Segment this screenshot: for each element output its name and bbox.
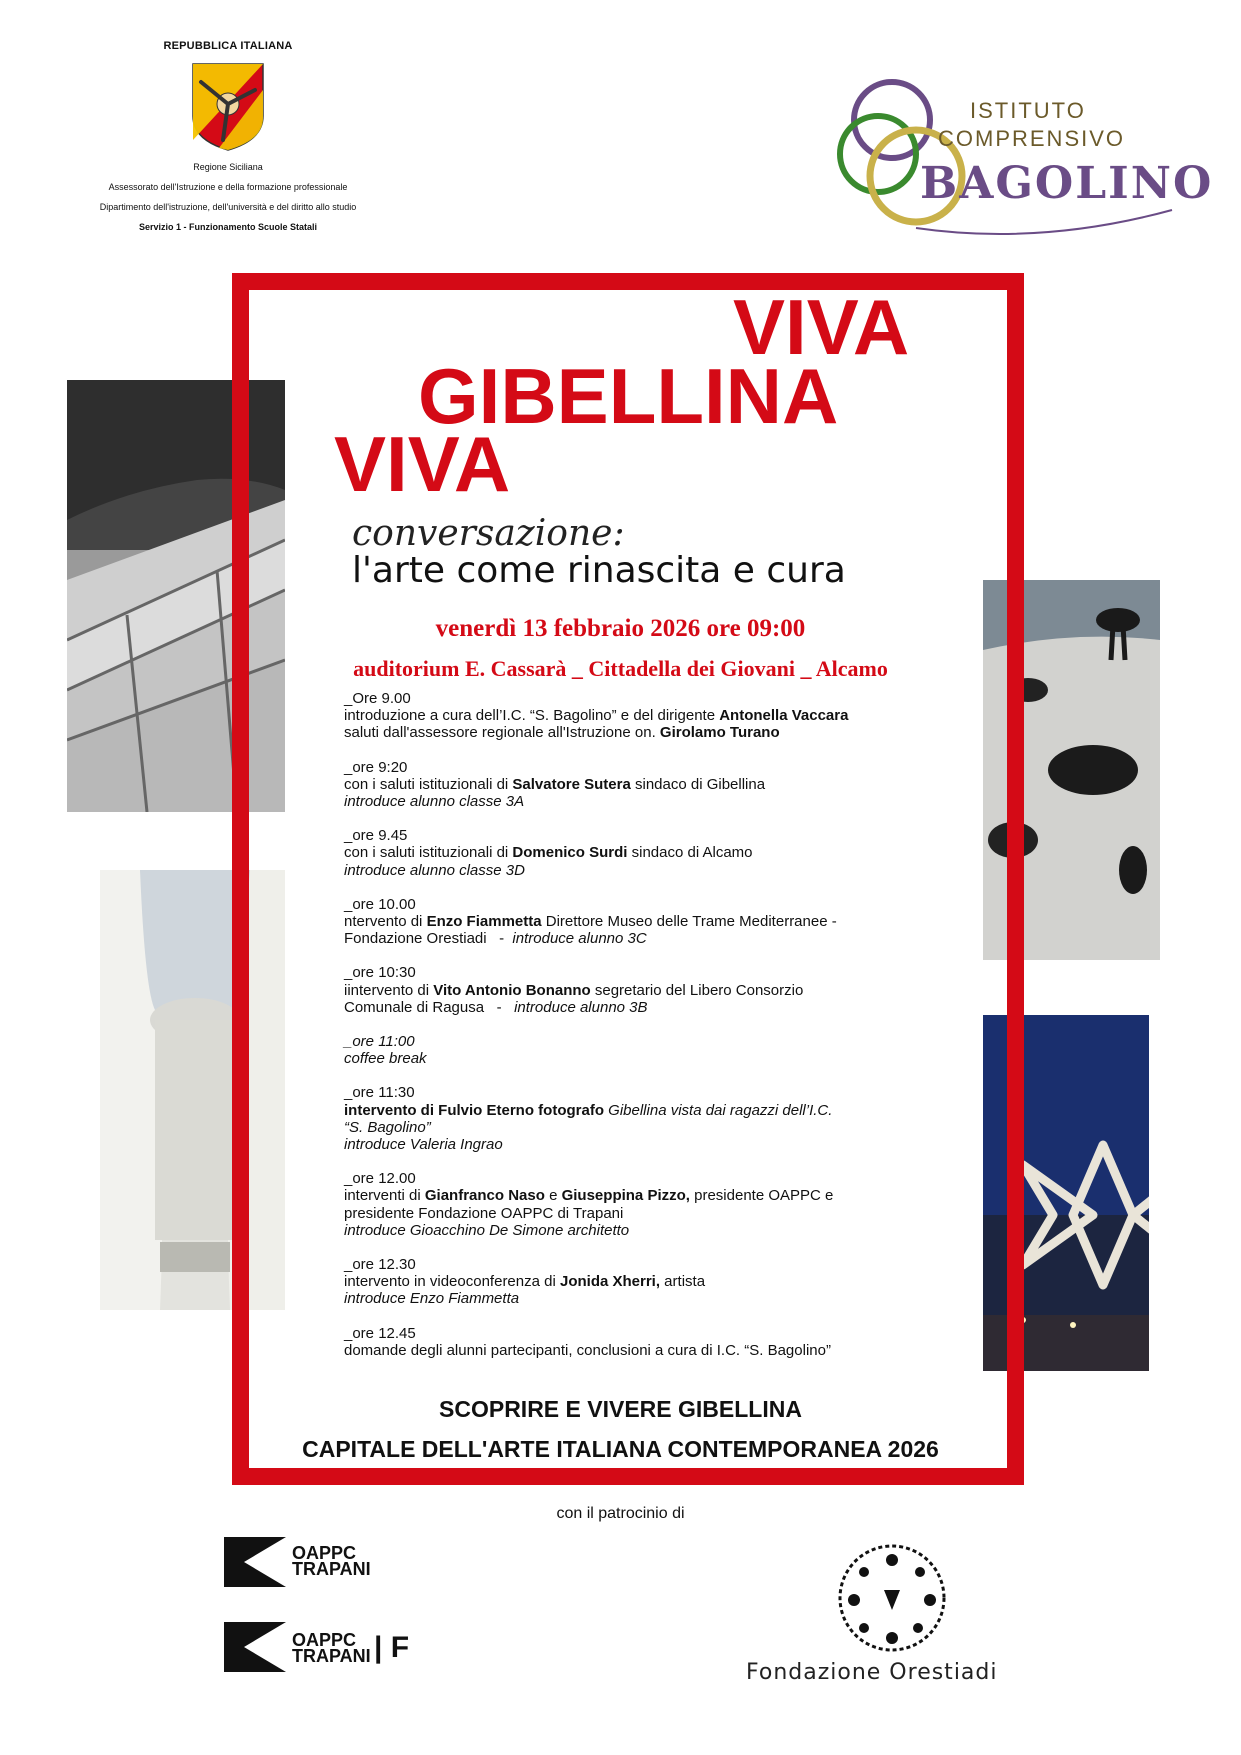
program-item — [344, 759, 904, 811]
assessorato-label: Assessorato dell'Istruzione e della formazione professionale — [108, 182, 348, 192]
program-name: Enzo Fiammetta — [426, 913, 542, 931]
program-item — [344, 896, 904, 948]
program-text: sindaco di Gibellina — [630, 775, 766, 793]
ic-bagolino-logo — [820, 50, 1214, 240]
subtitle-tagline: l'arte come rinascita e cura — [352, 550, 846, 591]
program-intro: introduce Valeria Ingrao — [344, 1136, 503, 1154]
program-text: segretario del Libero Consorzio — [590, 981, 804, 999]
oappc-logo-icon — [224, 1622, 288, 1672]
program-time: _ore 12.30 — [344, 1256, 416, 1274]
program-intro: introduce Enzo Fiammetta — [344, 1290, 520, 1308]
event-place: auditorium E. Cassarà _ Cittadella dei Giovani _ Alcamo — [353, 656, 888, 681]
program-time: _ore 11:30 — [344, 1084, 415, 1102]
program-item — [344, 1084, 904, 1153]
program-name: Gianfranco Naso — [424, 1187, 545, 1205]
program-text: domande degli alunni partecipanti, conclusioni a cura di I.C. “S. Bagolino” — [344, 1341, 831, 1359]
title-viva-top: VIVA — [733, 283, 910, 371]
program-item — [344, 690, 904, 742]
program-name: Girolamo Turano — [659, 724, 780, 742]
oappc2-name: OAPPC — [292, 1630, 357, 1650]
program-text: artista — [660, 1273, 706, 1291]
program-intro: introduce alunno 3C — [512, 930, 647, 948]
oappc-logo-1 — [224, 1537, 394, 1587]
program-time: _ore 12.45 — [344, 1324, 416, 1342]
oappc2-f: | F — [374, 1631, 410, 1664]
program-text: interventi di — [344, 1187, 425, 1205]
logo-line1: ISTITUTO — [970, 98, 1086, 123]
region-label: Regione Siciliana — [193, 162, 263, 172]
program-name: Salvatore Sutera — [512, 775, 631, 793]
oappc2-city: TRAPANI — [292, 1646, 371, 1666]
program-time: _Ore 9.00 — [344, 690, 411, 707]
program-intro: introduce alunno classe 3D — [344, 861, 525, 879]
program-intro: introduce Gioacchino De Simone architetto — [344, 1221, 630, 1239]
program-item — [344, 1256, 904, 1308]
program-name: intervento di Fulvio Eterno fotografo — [344, 1101, 604, 1119]
program-text: presidente Fondazione OAPPC di Trapani — [344, 1204, 624, 1222]
program-text: Direttore Museo delle Trame Mediterranee - — [541, 913, 837, 931]
cta-line1: SCOPRIRE E VIVERE GIBELLINA — [439, 1396, 802, 1422]
program-intro: introduce alunno 3B — [514, 998, 648, 1016]
program-text: iintervento di — [344, 981, 434, 999]
event-date: venerdì 13 febbraio 2026 ore 09:00 — [435, 615, 806, 642]
program-name: Giuseppina Pizzo, — [561, 1187, 690, 1205]
program-text: Comunale di Ragusa - — [344, 998, 515, 1016]
program-item — [344, 1170, 904, 1239]
program-time: _ore 9:20 — [344, 758, 408, 776]
dipartimento-label: Dipartimento dell'istruzione, dell'università e del diritto allo studio — [99, 202, 357, 212]
program-text: presidente OAPPC e — [689, 1187, 834, 1205]
subtitle-conversazione: conversazione: — [352, 513, 625, 554]
logo-line2: COMPRENSIVO — [938, 126, 1126, 151]
program-text: introduzione a cura dell’I.C. “S. Bagolino” e del dirigente — [344, 707, 720, 725]
title-viva-bottom: VIVA — [334, 420, 511, 508]
program-text: saluti dall'assessore regionale all'Istruzione on. — [344, 724, 660, 742]
republic-label: REPUBBLICA ITALIANA — [163, 40, 293, 52]
title-gibellina: GIBELLINA — [418, 352, 839, 440]
program-time: _ore 12.00 — [344, 1170, 416, 1188]
oappc1-name: OAPPC — [292, 1543, 357, 1563]
program-text: con i saluti istituzionali di — [344, 775, 513, 793]
program-item — [344, 1033, 904, 1067]
program-name: Jonida Xherri, — [559, 1273, 661, 1291]
program-time: _ore 10.00 — [344, 895, 416, 913]
oappc-logo-icon — [224, 1537, 288, 1587]
patronage-label: con il patrocinio di — [556, 1505, 685, 1522]
program-time: _ore 9.45 — [344, 827, 408, 845]
program-intro: introduce alunno classe 3A — [344, 793, 525, 811]
program-item — [344, 1325, 904, 1359]
program-name: Vito Antonio Bonanno — [433, 981, 591, 999]
orestiadi-logo-icon — [834, 1540, 950, 1656]
program-text: coffee break — [344, 1050, 427, 1068]
program-text: intervento in videoconferenza di — [344, 1273, 560, 1291]
program-text: e — [544, 1187, 562, 1205]
trinacria-emblem-icon — [189, 60, 267, 152]
program-time: _ore 10:30 — [344, 964, 416, 982]
regional-header — [58, 40, 398, 232]
program-text: Fondazione Orestiadi - — [344, 930, 513, 948]
program-text: ntervento di — [344, 913, 427, 931]
program-item — [344, 964, 904, 1016]
program-text: sindaco di Alcamo — [627, 844, 753, 862]
program-list — [344, 690, 904, 1376]
program-name: Domenico Surdi — [512, 844, 628, 862]
oappc1-city: TRAPANI — [292, 1559, 371, 1579]
program-text: “S. Bagolino” — [344, 1118, 431, 1136]
logo-line3: BAGOLINO — [920, 158, 1214, 209]
program-time: _ore 11:00 — [344, 1033, 415, 1051]
program-item — [344, 827, 904, 879]
program-text: con i saluti istituzionali di — [344, 844, 513, 862]
cta-line2: CAPITALE DELL'ARTE ITALIANA CONTEMPORANEA 2026 — [302, 1436, 939, 1462]
program-text: Gibellina vista dai ragazzi dell’I.C. — [604, 1101, 833, 1119]
orestiadi-name: Fondazione Orestiadi — [746, 1660, 998, 1685]
program-name: Antonella Vaccara — [719, 707, 849, 725]
servizio-label: Servizio 1 - Funzionamento Scuole Statali — [138, 222, 318, 232]
oappc-logo-2 — [224, 1622, 424, 1672]
